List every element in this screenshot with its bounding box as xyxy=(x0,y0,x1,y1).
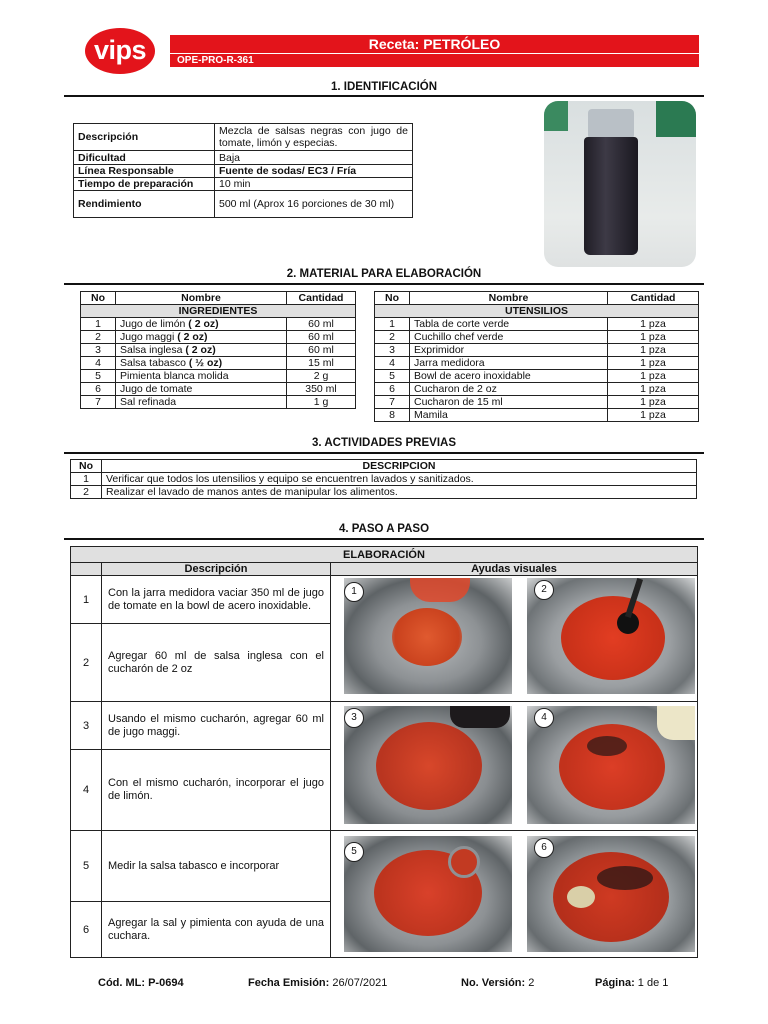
row-no: 7 xyxy=(375,396,410,409)
fecha-value: 26/07/2021 xyxy=(329,977,388,989)
vips-logo xyxy=(85,28,155,74)
logo-text: vips xyxy=(93,35,147,65)
ingredient-name xyxy=(116,318,287,331)
utensil-qty: 1 pza xyxy=(608,409,699,422)
col-header: Cantidad xyxy=(608,292,699,305)
row-no: 3 xyxy=(81,344,116,357)
previous-activities-table xyxy=(70,459,697,499)
ingredient-text: Salsa tabasco xyxy=(120,357,189,369)
fecha-label: Fecha Emisión: xyxy=(248,977,330,989)
step-no: 3 xyxy=(71,702,102,750)
section-divider xyxy=(64,452,704,454)
ingredient-name xyxy=(116,331,287,344)
id-value: Fuente de sodas/ EC3 / Fría xyxy=(215,165,413,178)
row-no: 1 xyxy=(81,318,116,331)
utensil-qty: 1 pza xyxy=(608,396,699,409)
section-step-by-step-title: 4. PASO A PASO xyxy=(338,523,430,535)
step-no: 5 xyxy=(71,831,102,902)
ingredient-qty: 60 ml xyxy=(287,344,356,357)
footer-version xyxy=(461,977,534,989)
ingredient-text: Sal refinada xyxy=(120,396,177,408)
ingredient-name xyxy=(116,383,287,396)
step-badge-2: 2 xyxy=(534,580,554,600)
row-no: 5 xyxy=(375,370,410,383)
activity-text: Verificar que todos los utensilios y equipo se encuentren lavados y sanitizados. xyxy=(102,473,697,486)
ingredient-text: Jugo de tomate xyxy=(120,383,193,395)
utensil-name: Cucharon de 2 oz xyxy=(410,383,608,396)
elaboration-header: ELABORACIÓN xyxy=(71,547,698,563)
col-header: No xyxy=(81,292,116,305)
footer-fecha xyxy=(248,977,387,989)
utensils-table xyxy=(374,291,699,422)
section-divider xyxy=(64,538,704,540)
step-no: 6 xyxy=(71,902,102,958)
utensil-qty: 1 pza xyxy=(608,318,699,331)
step-no: 2 xyxy=(71,624,102,702)
row-no: 2 xyxy=(375,331,410,344)
row-no: 6 xyxy=(375,383,410,396)
ingredient-qty: 60 ml xyxy=(287,331,356,344)
utensil-qty: 1 pza xyxy=(608,344,699,357)
identification-table xyxy=(73,123,413,218)
step-badge-1: 1 xyxy=(344,582,364,602)
id-value: Mezcla de salsas negras con jugo de tomate, limón y especias. xyxy=(215,124,413,151)
step-text: Agregar la sal y pimienta con ayuda de una cuchara. xyxy=(102,902,331,958)
ingredient-measure: ( 2 oz) xyxy=(177,331,208,343)
utensil-name: Cucharon de 15 ml xyxy=(410,396,608,409)
col-header-description: Descripción xyxy=(102,563,331,576)
step-badge-3: 3 xyxy=(344,708,364,728)
recipe-title: Receta: PETRÓLEO xyxy=(170,35,699,53)
row-no: 8 xyxy=(375,409,410,422)
ingredient-measure: ( 2 oz) xyxy=(185,344,216,356)
utensil-name: Tabla de corte verde xyxy=(410,318,608,331)
ingredient-qty: 1 g xyxy=(287,396,356,409)
step-text: Con el mismo cucharón, incorporar el jugo de limón. xyxy=(102,750,331,831)
row-no: 6 xyxy=(81,383,116,396)
step-1-photo xyxy=(344,578,512,694)
step-no: 4 xyxy=(71,750,102,831)
col-header: DESCRIPCION xyxy=(102,460,697,473)
utensil-qty: 1 pza xyxy=(608,331,699,344)
section-material-title: 2. MATERIAL PARA ELABORACIÓN xyxy=(286,268,482,280)
ingredient-text: Salsa inglesa xyxy=(120,344,186,356)
row-no: 4 xyxy=(375,357,410,370)
ingredient-name xyxy=(116,357,287,370)
blank-cell xyxy=(71,563,102,576)
step-text: Usando el mismo cucharón, agregar 60 ml de jugo maggi. xyxy=(102,702,331,750)
row-no: 3 xyxy=(375,344,410,357)
id-label: Descripción xyxy=(74,124,215,151)
step-3-photo xyxy=(344,706,512,824)
col-header: No xyxy=(375,292,410,305)
ingredient-text: Jugo maggi xyxy=(120,331,178,343)
ingredient-qty: 2 g xyxy=(287,370,356,383)
cod-label: Cód. ML: P-0694 xyxy=(98,977,184,989)
ingredient-name xyxy=(116,344,287,357)
utensil-qty: 1 pza xyxy=(608,370,699,383)
version-label: No. Versión: xyxy=(461,977,526,989)
utensil-name: Exprimidor xyxy=(410,344,608,357)
row-no: 1 xyxy=(71,473,102,486)
ingredient-text: Jugo de limón xyxy=(120,318,189,330)
footer-cod xyxy=(98,977,184,989)
row-no: 2 xyxy=(71,486,102,499)
step-no: 1 xyxy=(71,576,102,624)
row-no: 2 xyxy=(81,331,116,344)
row-no: 4 xyxy=(81,357,116,370)
ingredients-table xyxy=(80,291,356,409)
utensil-name: Mamila xyxy=(410,409,608,422)
id-value: Baja xyxy=(215,151,413,165)
col-header: No xyxy=(71,460,102,473)
utensil-qty: 1 pza xyxy=(608,357,699,370)
step-badge-4: 4 xyxy=(534,708,554,728)
row-no: 1 xyxy=(375,318,410,331)
ingredient-qty: 350 ml xyxy=(287,383,356,396)
ingredients-group-header: INGREDIENTES xyxy=(81,305,356,318)
step-text: Con la jarra medidora vaciar 350 ml de jugo de tomate en la bowl de acero inoxidable. xyxy=(102,576,331,624)
col-header: Cantidad xyxy=(287,292,356,305)
id-label: Línea Responsable xyxy=(74,165,215,178)
utensils-group-header: UTENSILIOS xyxy=(375,305,699,318)
row-no: 7 xyxy=(81,396,116,409)
activity-text: Realizar el lavado de manos antes de manipular los alimentos. xyxy=(102,486,697,499)
version-value: 2 xyxy=(525,977,535,989)
utensil-name: Bowl de acero inoxidable xyxy=(410,370,608,383)
section-previous-activities-title: 3. ACTIVIDADES PREVIAS xyxy=(312,437,456,449)
utensil-name: Cuchillo chef verde xyxy=(410,331,608,344)
footer-pagina xyxy=(595,977,668,989)
utensil-name: Jarra medidora xyxy=(410,357,608,370)
step-text: Agregar 60 ml de salsa inglesa con el cucharón de 2 oz xyxy=(102,624,331,702)
section-divider xyxy=(64,283,704,285)
ingredient-qty: 60 ml xyxy=(287,318,356,331)
document-code: OPE-PRO-R-361 xyxy=(170,53,699,67)
col-header: Nombre xyxy=(116,292,287,305)
id-value: 500 ml (Aprox 16 porciones de 30 ml) xyxy=(215,191,413,218)
ingredient-name xyxy=(116,396,287,409)
ingredient-measure: ( 2 oz) xyxy=(188,318,219,330)
step-badge-6: 6 xyxy=(534,838,554,858)
ingredient-text: Pimienta blanca molida xyxy=(120,370,229,382)
product-bottle-photo xyxy=(544,101,696,267)
ingredient-qty: 15 ml xyxy=(287,357,356,370)
col-header-visual-aids: Ayudas visuales xyxy=(331,563,698,576)
id-label: Dificultad xyxy=(74,151,215,165)
ingredient-name xyxy=(116,370,287,383)
pagina-value: 1 de 1 xyxy=(634,977,669,989)
step-badge-5: 5 xyxy=(344,842,364,862)
ingredient-measure: ( ½ oz) xyxy=(188,357,223,369)
row-no: 5 xyxy=(81,370,116,383)
id-label: Tiempo de preparación xyxy=(74,178,215,191)
id-label: Rendimiento xyxy=(74,191,215,218)
section-identification-title: 1. IDENTIFICACIÓN xyxy=(330,81,438,93)
col-header: Nombre xyxy=(410,292,608,305)
id-value: 10 min xyxy=(215,178,413,191)
step-text: Medir la salsa tabasco e incorporar xyxy=(102,831,331,902)
step-5-photo xyxy=(344,836,512,952)
section-divider xyxy=(64,95,704,97)
pagina-label: Página: xyxy=(595,977,635,989)
utensil-qty: 1 pza xyxy=(608,383,699,396)
